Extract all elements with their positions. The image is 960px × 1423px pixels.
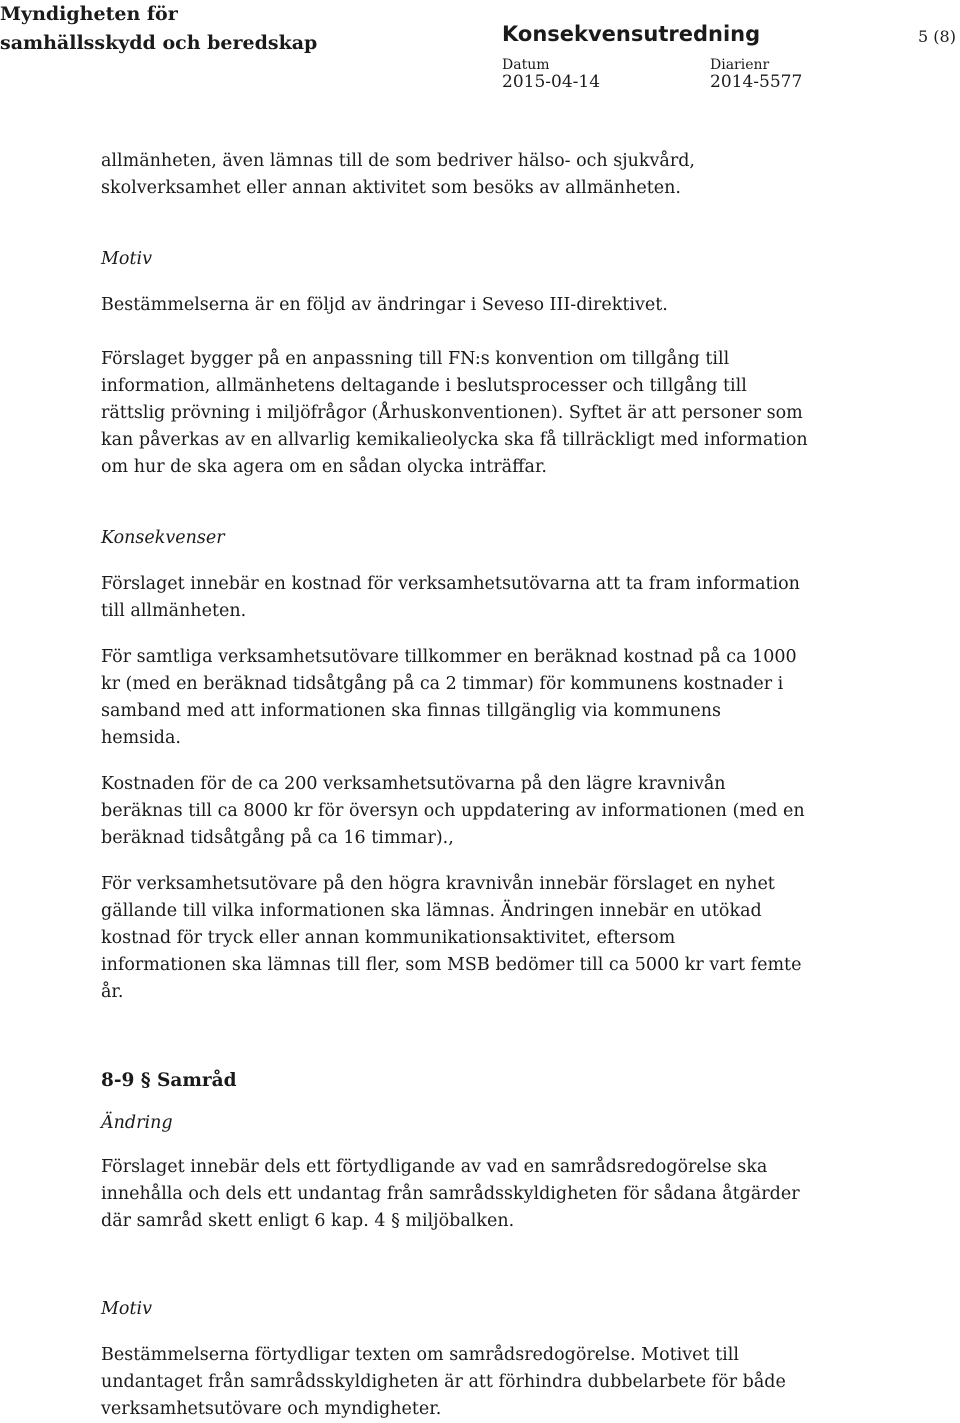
paragraph <box>101 571 861 625</box>
text-line: till allmänheten. <box>101 601 247 621</box>
paragraph <box>101 346 861 481</box>
paragraph <box>101 148 861 202</box>
text-line: kostnad för tryck eller annan kommunikationsaktivitet, eftersom <box>101 928 676 948</box>
text-line: För samtliga verksamhetsutövare tillkommer en beräknad kostnad på ca 1000 <box>101 647 797 667</box>
andring-heading: Ändring <box>101 1113 173 1133</box>
text-line: Förslaget innebär en kostnad för verksamhetsutövarna att ta fram information <box>101 574 800 594</box>
konsekvenser-heading: Konsekvenser <box>101 528 225 548</box>
paragraph <box>101 644 861 752</box>
registration-label: Diarienr <box>710 57 770 73</box>
text-line: hemsida. <box>101 728 181 748</box>
text-line: samband med att informationen ska finnas tillgänglig via kommunens <box>101 701 721 721</box>
text-line: allmänheten, även lämnas till de som bedriver hälso- och sjukvård, <box>101 151 695 171</box>
text-line: kan påverkas av en allvarlig kemikalieolycka ska få tillräckligt med information <box>101 430 808 450</box>
text-line: informationen ska lämnas till fler, som MSB bedömer till ca 5000 kr vart femte <box>101 955 802 975</box>
paragraph: Bestämmelserna är en följd av ändringar i Seveso III-direktivet. <box>101 295 668 315</box>
registration-value: 2014-5577 <box>710 72 803 92</box>
paragraph <box>101 1154 861 1235</box>
organization-name-line2: samhällsskydd och beredskap <box>0 32 318 54</box>
text-line: Kostnaden för de ca 200 verksamhetsutövarna på den lägre kravnivån <box>101 774 726 794</box>
text-line: gällande till vilka informationen ska lämnas. Ändringen innebär en utökad <box>101 901 762 921</box>
paragraph <box>101 1342 861 1423</box>
date-value: 2015-04-14 <box>502 72 601 92</box>
document-title: Konsekvensutredning <box>502 22 761 46</box>
text-line: information, allmänhetens deltagande i beslutsprocesser och tillgång till <box>101 376 747 396</box>
date-label: Datum <box>502 57 550 73</box>
section-heading: 8-9 § Samråd <box>101 1070 237 1091</box>
text-line: år. <box>101 982 124 1002</box>
text-line: innehålla och dels ett undantag från samrådsskyldigheten för sådana åtgärder <box>101 1184 800 1204</box>
motiv-heading: Motiv <box>101 249 152 269</box>
text-line: rättslig prövning i miljöfrågor (Århuskonventionen). Syftet är att personer som <box>101 403 803 423</box>
text-line: För verksamhetsutövare på den högra kravnivån innebär förslaget en nyhet <box>101 874 775 894</box>
paragraph <box>101 871 861 1006</box>
text-line: skolverksamhet eller annan aktivitet som besöks av allmänheten. <box>101 178 681 198</box>
text-line: undantaget från samrådsskyldigheten är att förhindra dubbelarbete för både <box>101 1372 786 1392</box>
text-line: Förslaget innebär dels ett förtydligande av vad en samrådsredogörelse ska <box>101 1157 768 1177</box>
text-line: kr (med en beräknad tidsåtgång på ca 2 timmar) för kommunens kostnader i <box>101 674 784 694</box>
organization-name <box>0 0 317 58</box>
organization-name-line1: Myndigheten för <box>0 3 178 25</box>
text-line: där samråd skett enligt 6 kap. 4 § miljöbalken. <box>101 1211 515 1231</box>
text-line: beräknas till ca 8000 kr för översyn och uppdatering av informationen (med en <box>101 801 805 821</box>
text-line: beräknad tidsåtgång på ca 16 timmar)., <box>101 828 454 848</box>
paragraph <box>101 771 861 852</box>
text-line: verksamhetsutövare och myndigheter. <box>101 1399 442 1419</box>
document-body <box>101 148 861 1423</box>
motiv-heading: Motiv <box>101 1299 152 1319</box>
page-number: 5 (8) <box>918 27 956 46</box>
text-line: om hur de ska agera om en sådan olycka inträffar. <box>101 457 547 477</box>
text-line: Förslaget bygger på en anpassning till FN:s konvention om tillgång till <box>101 349 730 369</box>
text-line: Bestämmelserna förtydligar texten om samrådsredogörelse. Motivet till <box>101 1345 739 1365</box>
